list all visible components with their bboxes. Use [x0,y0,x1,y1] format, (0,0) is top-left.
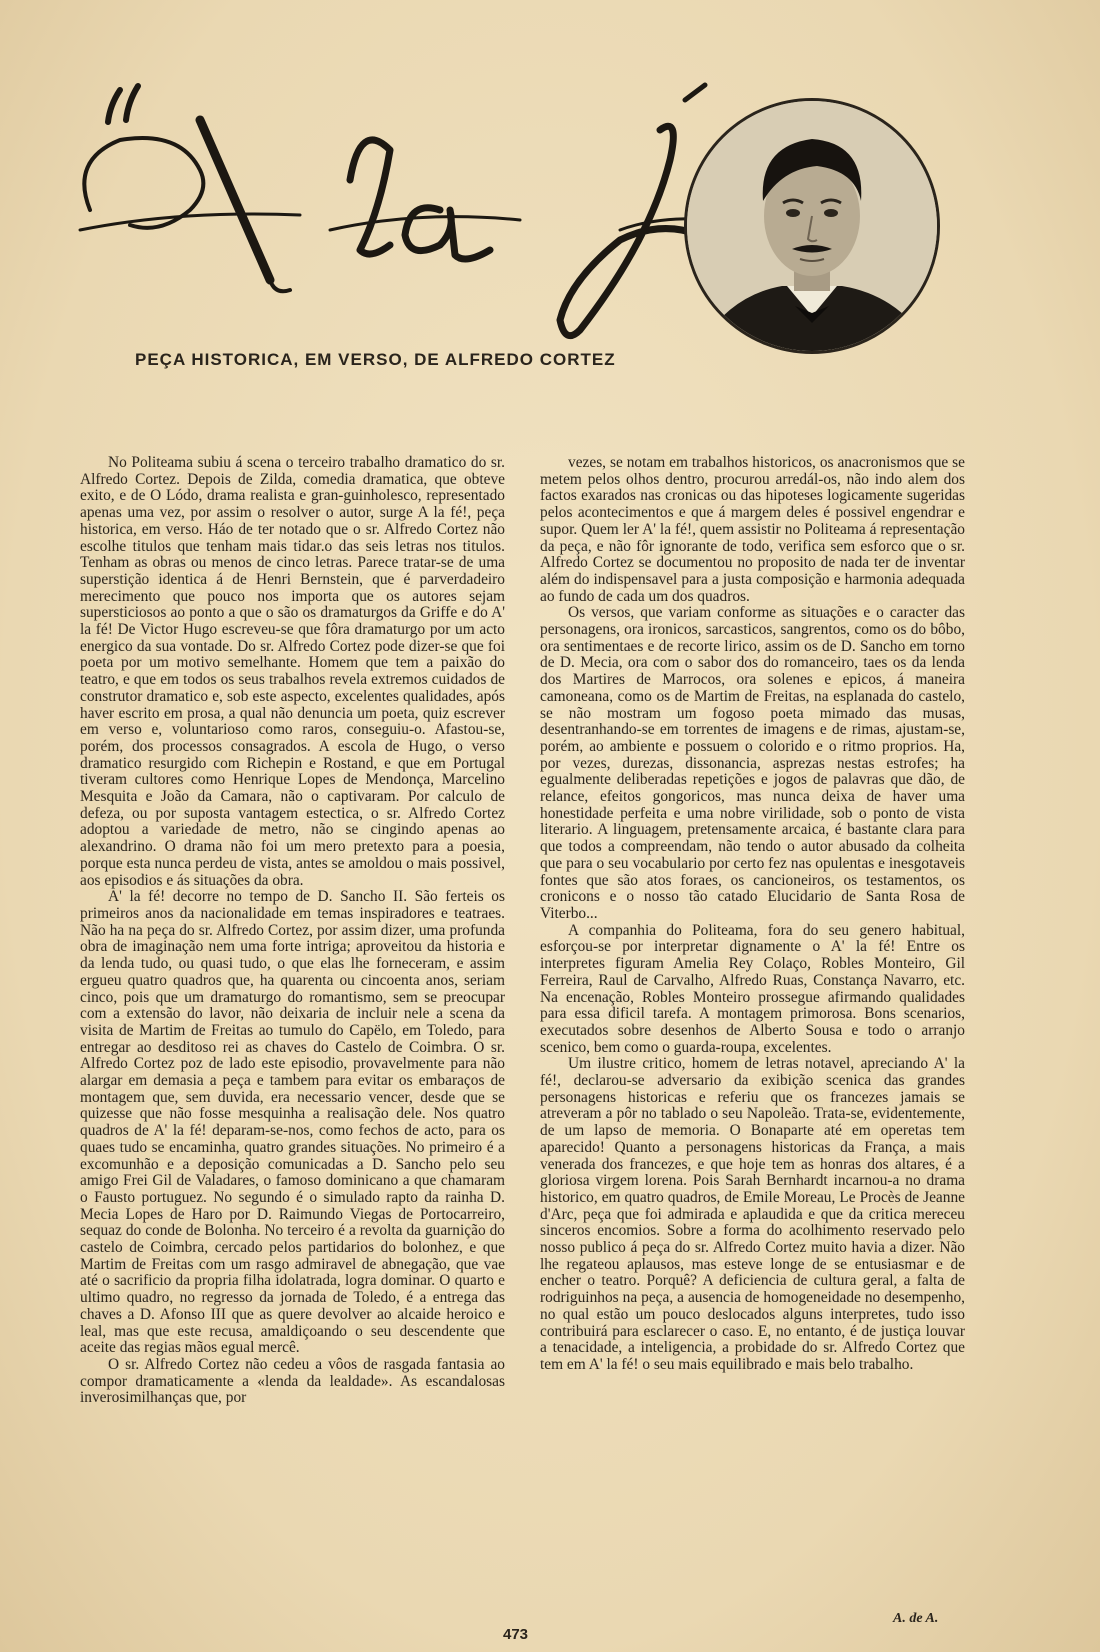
portrait-photo-icon [687,101,937,351]
page-number: 473 [503,1626,529,1643]
author-signature: A. de A. [893,1611,939,1626]
article-column-left [80,455,505,1407]
calligraphic-title [60,60,760,350]
article-column-right [540,455,965,1374]
article-paragraph: No Politeama subiu á scena o terceiro trabalho dramatico do sr. Alfredo Cortez. Depois de Zilda, comedia dramatica, que obteve exito, e de O Lódo, drama realista e gran-guinholesco, representado apenas uma vez, por assim o resolver o autor, surge A la fé!, peça historica, em verso. Háo de ter notado que o sr. Alfredo Cortez não escolhe titulos que tenham mais tidar.o das seis letras nos titulos. Tenham as obras ou menos de cinco letras. Parece tratar-se de uma superstição identica á de Henri Bernstein, que é parverdadeiro merecimento que pouco nos importa que os autores sejam supersticiosos ao ponto a que o são os dramaturgos da Griffe e do A' la fé! De Victor Hugo escreveu-se que fôra dramaturgo por um acto energico da sua vontade. Do sr. Alfredo Cortez pode dizer-se que foi poeta por um motivo semelhante. Homem que tem a paixão do teatro, e que em todos os seus trabalhos revela extremos cuidados de construtor dramatico e, sob este aspecto, excelentes qualidades, após haver escrito em prosa, a qual não denuncia um poeta, quiz escrever em verso e, voluntarioso como raros, conseguiu-o. Afastou-se, porém, dos processos consagrados. A escola de Hugo, o verso dramatico resurgido com Richepin e Rostand, e que em Portugal tiveram cultores como Henrique Lopes de Mendonça, Marcelino Mesquita e João da Camara, não o captivaram. Por calculo de defeza, ou por suposta vantagem estectica, o sr. Alfredo Cortez adoptou a variedade de metro, não se cingindo apenas ao alexandrino. O drama não foi um mero pretexto para a poesia, porque esta nunca perdeu de vista, antes se amoldou o mais possivel, aos episodios e ás situações da obra. [80,454,505,889]
author-portrait [684,98,940,354]
article-paragraph: vezes, se notam em trabalhos historicos, os anacronismos que se metem pelos olhos dentro, procurou arredál-os, não indo alem dos factos exarados nas cronicas ou das hipoteses logicamente sugeridas pelos acontecimentos e que á margem deles é possivel engendrar e supor. Quem ler A' la fé!, quem assistir no Politeama á representação da peça, e não fôr ignorante de todo, verifica sem esforco que o sr. Alfredo Cortez se documentou no proposito de nada ter de inventar além do indispensavel para a justa composição e harmonia adequada ao fundo de cada um dos quadros. [540,454,965,605]
article-paragraph: Os versos, que variam conforme as situações e o caracter das personagens, ora ironicos, sarcasticos, sangrentos, como os do bôbo, ora sentimentaes e de recorte lirico, assim os de D. Sancho em torno de D. Mecia, ora com o sabor dos do romanceiro, taes os da lenda dos Martires de Marrocos, ora solenes e epicos, á maneira camoneana, como os de Martim de Freitas, na esplanada do castelo, se não mostram um fogoso poeta mimado das musas, desentranhando-se em torrentes de imagens e de rimas, ajustam-se, porém, ao ambiente e possuem o colorido e o ritmo proprios. Ha, por vezes, durezas, dissonancia, asprezas nestas estrofes; ha egualmente deliberadas repetições e jogos de palavras que dão, de relance, efeitos gongoricos, mas nunca deixa de haver uma honestidade perfeita e uma nobre virilidade, sob o ponto de vista literario. A linguagem, pretensamente arcaica, é bastante clara para que todos a compreendam, não tendo o autor abusado da colheita que para o seu vocabulario por certo fez nas opulentas e inesgotaveis fontes que são atos foraes, os cancioneiros, os testamentos, os cronicons e o nosso tão catado Elucidario de Santa Rosa de Viterbo... [540,604,965,922]
article-paragraph: Um ilustre critico, homem de letras notavel, apreciando A' la fé!, declarou-se adversario da exibição scenica das grandes personagens historicas e referiu que os francezes jamais se atreveram a pôr no tablado o seu Napoleão. Trata-se, evidentemente, de um lapso de memoria. O Bonaparte até em operetas tem aparecido! Quanto a personagens historicas da França, a mais venerada dos francezes, e que hoje tem as honras dos altares, é a gloriosa virgem lorena. Pois Sarah Bernhardt incarnou-a no drama historico, em quatro quadros, de Emile Moreau, Le Procès de Jeanne d'Arc, peça que foi admirada e aplaudida e que da critica mereceu sinceros encomios. Sobre a forma do acolhimento reservado pelo nosso publico á peça do sr. Alfredo Cortez muito havia a dizer. Não lhe regateou aplausos, mas esteve longe de se entusiasmar e de encher o teatro. Porquê? A deficiencia de cultura geral, a falta de rodriguinhos na peça, a ausencia de homogeneidade no desempenho, no qual estão um pouco deslocados alguns interpretes, tudo isso contribuirá para esclarecer o caso. E, no entanto, é de justiça louvar a tenacidade, a inteligencia, a probidade do sr. Alfredo Cortez que tem em A' la fé! o seu mais equilibrado e mais belo trabalho. [540,1055,965,1373]
article-paragraph: O sr. Alfredo Cortez não cedeu a vôos de rasgada fantasia ao compor dramaticamente a «lenda da lealdade». As escandalosas inverosimilhanças que, por [80,1355,505,1407]
article-subtitle: PEÇA HISTORICA, EM VERSO, DE ALFREDO CORTEZ [135,350,616,369]
article-paragraph: A companhia do Politeama, fora do seu genero habitual, esforçou-se por interpretar dignamente o A' la fé! Entre os interpretes figuram Amelia Rey Colaço, Robles Monteiro, Gil Ferreira, Raul de Carvalho, Alfredo Ruas, Constança Navarro, etc. Na encenação, Robles Monteiro prossegue afirmando qualidades para essa dificil tarefa. A montagem primorosa. Bons scenarios, executados sobre desenhos de Alberto Sousa e todo o arranjo scenico, bem como o guarda-roupa, excelentes. [540,921,965,1056]
article-paragraph: A' la fé! decorre no tempo de D. Sancho II. São ferteis os primeiros anos da nacionalidade em temas inspiradores e teatraes. Não ha na peça do sr. Alfredo Cortez, por assim dizer, uma profunda obra de imaginação nem uma forte intriga; aproveitou da historia e da lenda tudo, ou quasi tudo, o que elas lhe forneceram, e assim ergueu quatro quadros que, ha quarenta ou cincoenta anos, seriam cinco, pois que um dramaturgo do romantismo, sem se preocupar com a extensão do lavor, não deixaria de incluir nele a scena da visita de Martim de Freitas ao tumulo do Capëlo, em Toledo, para entregar ao desditoso rei as chaves do Castelo de Coimbra. O sr. Alfredo Cortez poz de lado este episodio, provavelmente para não alargar em demasia a peça e tambem para evitar os embaraços de montagem que, sem duvida, era necessario vencer, desde que se quizesse que não fosse mesquinha a realisação dele. Nos quatro quadros de A' la fé! deparam-se-nos, como fechos de acto, para os quaes tudo se encaminha, quatro grandes situações. No primeiro é a excomunhão e a deposição comunicadas a D. Sancho pelo seu amigo Frei Gil de Valadares, o famoso dominicano a que chamaram o Fausto portuguez. No segundo é o simulado rapto da rainha D. Mecia Lopes de Haro por D. Raimundo Viegas de Portocarreiro, sequaz do conde de Bolonha. No terceiro é a revolta da guarnição do castelo de Coimbra, cercado pelos partidarios do bolonhez, e que Martim de Freitas com um rasgo admiravel de abnegação, que vae até o sacrificio da propria filha idolatrada, logra dominar. O quarto e ultimo quadro, no regresso da jornada de Toledo, é a entrega das chaves a D. Afonso III que as quere devolver ao alcaide heroico e leal, mas que este recusa, amaldiçoando o seu descendente que aceite das regias mãos egual mercê. [80,888,505,1357]
